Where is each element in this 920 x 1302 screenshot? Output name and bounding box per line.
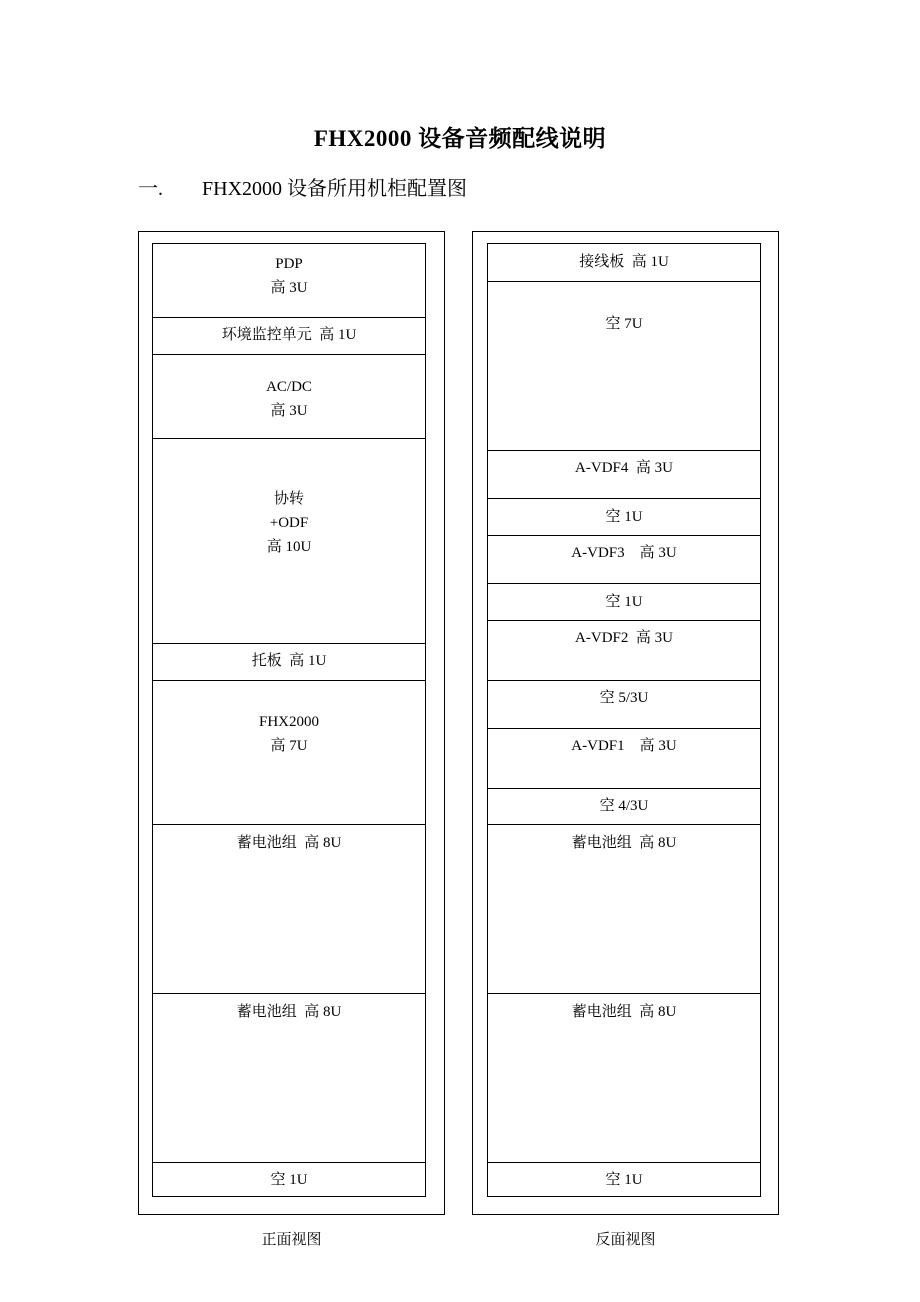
back-rack-slot: [488, 535, 760, 583]
back-rack-frame: [472, 231, 779, 1215]
slot-label: 空 4/3U: [599, 798, 649, 814]
front-rack-slot: [153, 824, 425, 993]
slot-label: 协转: [273, 491, 304, 507]
slot-label: 空 7U: [605, 316, 643, 332]
back-rack-slot: [488, 620, 760, 680]
slot-label: 托板 高 1U: [251, 653, 327, 669]
slot-label: 接线板 高 1U: [579, 254, 669, 270]
slot-label: 空 1U: [605, 509, 643, 525]
back-rack-slot: [488, 583, 760, 620]
slot-label: 蓄电池组 高 8U: [571, 835, 677, 851]
slot-label: 环境监控单元 高 1U: [221, 327, 357, 343]
slot-label: 空 1U: [605, 594, 643, 610]
slot-label: 蓄电池组 高 8U: [571, 1004, 677, 1020]
back-rack-slot: [488, 728, 760, 788]
slot-label: A-VDF4 高 3U: [575, 460, 673, 476]
back-rack-slot: [488, 824, 760, 993]
back-view-caption: 反面视图: [595, 1232, 656, 1248]
front-rack-slot: [153, 1162, 425, 1198]
slot-label: 高 3U: [270, 403, 308, 419]
back-rack-slot: [488, 450, 760, 498]
front-rack-slot: [153, 317, 425, 354]
slot-label: 空 5/3U: [599, 690, 649, 706]
back-rack-slot: [488, 244, 760, 281]
slot-label: 空 1U: [605, 1172, 643, 1188]
slot-label: PDP: [275, 256, 303, 272]
front-rack-slot: [153, 993, 425, 1162]
back-rack: [487, 243, 761, 1197]
slot-label: 高 10U: [266, 539, 312, 555]
slot-label: 空 1U: [270, 1172, 308, 1188]
front-rack-slot: [153, 680, 425, 824]
slot-label: A-VDF3 高 3U: [571, 545, 677, 561]
slot-label: 高 7U: [270, 738, 308, 754]
back-rack-slot: [488, 680, 760, 728]
slot-label: FHX2000: [258, 714, 319, 730]
slot-label: AC/DC: [266, 379, 312, 395]
front-rack-frame: [138, 231, 445, 1215]
slot-label: 蓄电池组 高 8U: [236, 835, 342, 851]
section-number: 一.: [138, 178, 163, 200]
back-rack-slot: [488, 281, 760, 450]
front-view-caption: 正面视图: [261, 1232, 322, 1248]
section-heading: [138, 172, 467, 201]
document-title: FHX2000 设备音频配线说明: [313, 126, 607, 151]
back-rack-slot: [488, 1162, 760, 1198]
slot-label: +ODF: [269, 515, 309, 531]
slot-label: 蓄电池组 高 8U: [236, 1004, 342, 1020]
back-rack-slot: [488, 993, 760, 1162]
front-rack-slot: [153, 354, 425, 438]
front-rack-slot: [153, 643, 425, 680]
back-rack-slot: [488, 498, 760, 535]
slot-label: A-VDF1 高 3U: [571, 738, 677, 754]
front-rack-slot: [153, 438, 425, 643]
slot-label: A-VDF2 高 3U: [575, 630, 673, 646]
front-rack-slot: [153, 244, 425, 317]
section-text: FHX2000 设备所用机柜配置图: [202, 178, 468, 200]
front-rack: [152, 243, 426, 1197]
back-rack-slot: [488, 788, 760, 824]
slot-label: 高 3U: [270, 280, 308, 296]
